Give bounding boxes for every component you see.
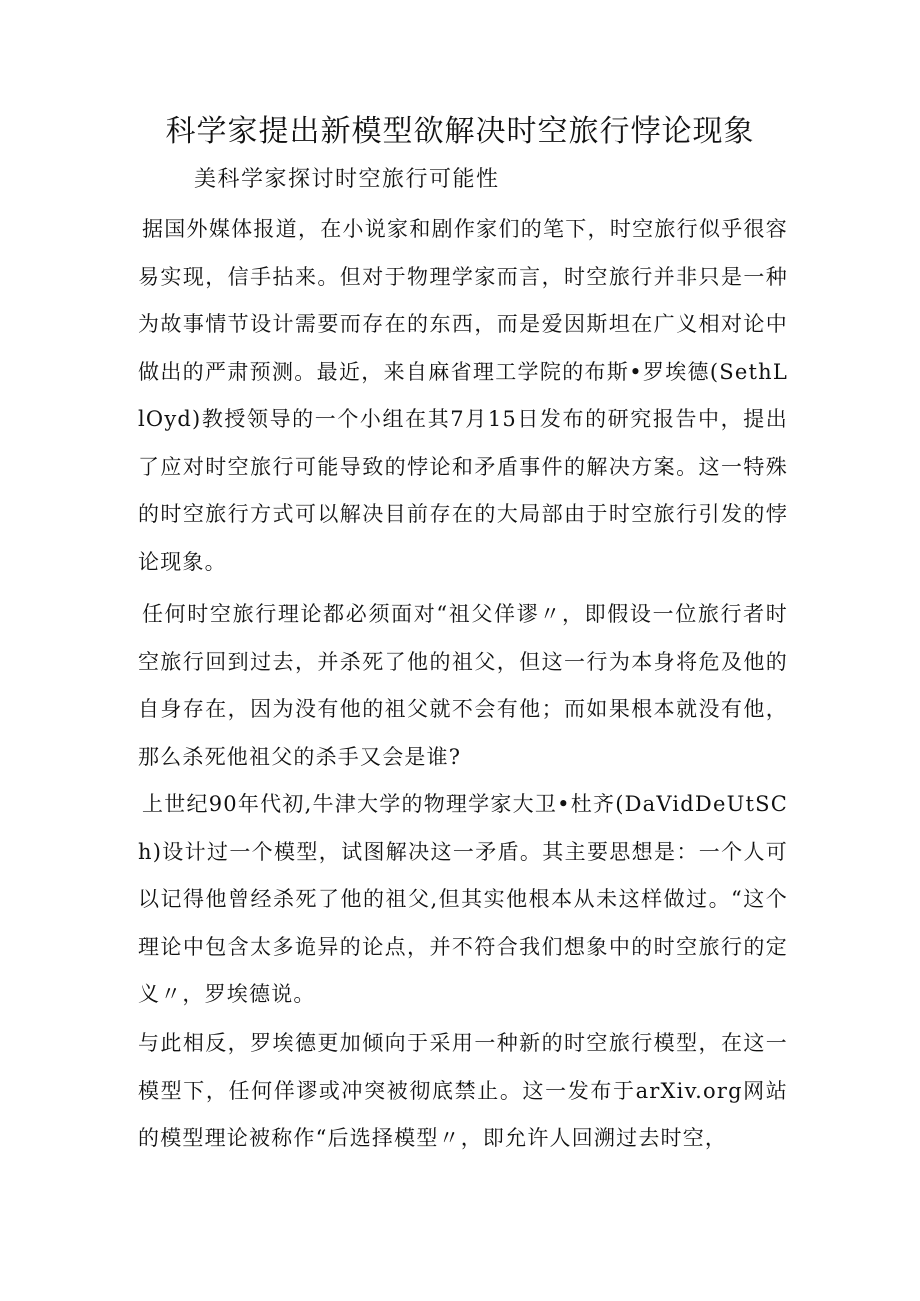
paragraph-1: 据国外媒体报道，在小说家和剧作家们的笔下，时空旅行似乎很容易实现，信手拈来。但对于物理学家而言，时空旅行并非只是一种为故事情节设计需要而存在的东西，而是爱因斯坦在广义相对论中做出的严肃预测。最近，来自麻省理工学院的布斯•罗埃德(SethLlOyd)教授领导的一个小组在其7月15日发布的研究报告中，提出了应对时空旅行可能导致的悖论和矛盾事件的解决方案。这一特殊的时空旅行方式可以解决目前存在的大局部由于时空旅行引发的悖论现象。 bbox=[138, 217, 788, 574]
paragraph-3: 上世纪90年代初,牛津大学的物理学家大卫•杜齐(DaVidDeUtSCh)设计过一个模型，试图解决这一矛盾。其主要思想是：一个人可以记得他曾经杀死了他的祖父,但其实他根本从未这样做过。“这个理论中包含太多诡异的论点，并不符合我们想象中的时空旅行的定义〃，罗埃德说。 bbox=[138, 792, 788, 1006]
document-title: 科学家提出新模型欲解决时空旅行悖论现象 bbox=[165, 114, 755, 149]
document-subtitle: 美科学家探讨时空旅行可能性 bbox=[194, 167, 500, 192]
paragraph-2: 任何时空旅行理论都必须面对“祖父佯谬〃，即假设一位旅行者时空旅行回到过去，并杀死了他的祖父，但这一行为本身将危及他的自身存在，因为没有他的祖父就不会有他；而如果根本就没有他，那么杀死他祖父的杀手又会是谁? bbox=[138, 602, 788, 769]
paragraph-4: 与此相反，罗埃德更加倾向于采用一种新的时空旅行模型，在这一模型下，任何佯谬或冲突被彻底禁止。这一发布于arXiv.org网站的模型理论被称作“后选择模型〃，即允许人回溯过去时空， bbox=[138, 1031, 788, 1150]
